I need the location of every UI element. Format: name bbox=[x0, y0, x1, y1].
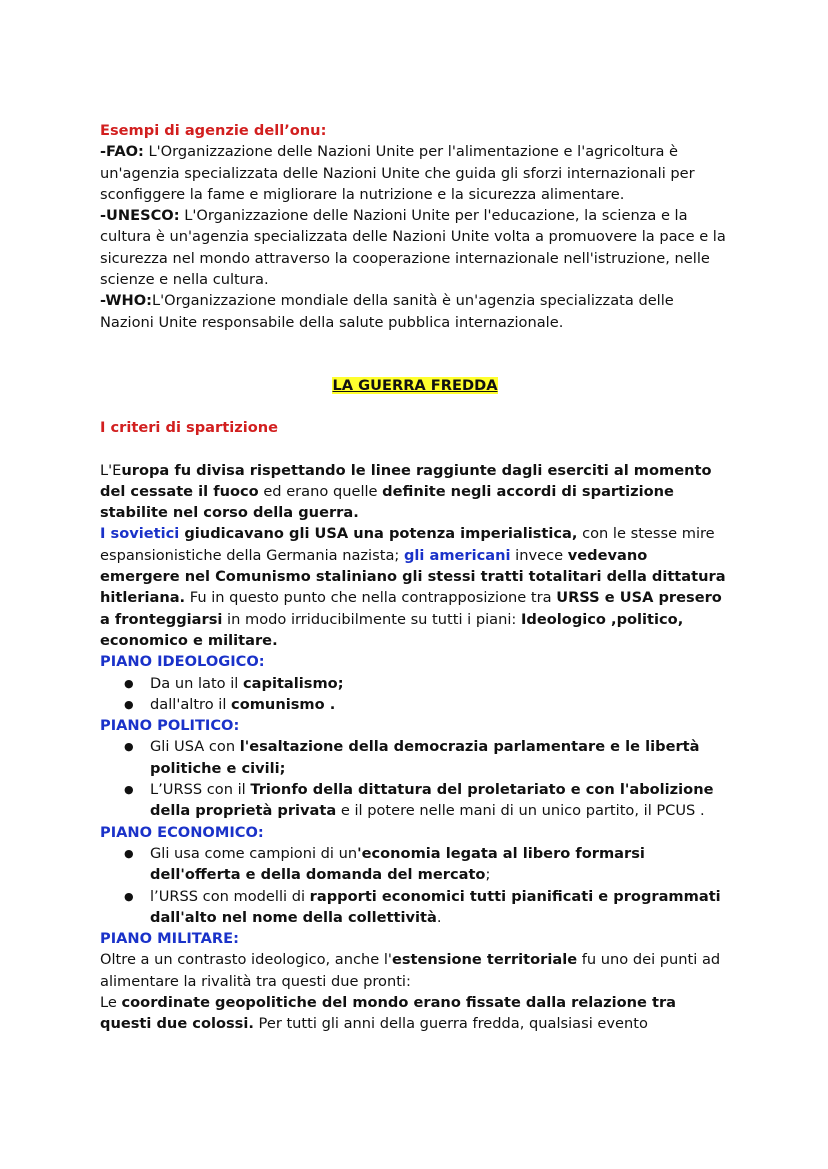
list-item: ● l’URSS con modelli di rapporti economici tutti pianificati e programmati dall'alto nel nome della collettività. bbox=[150, 886, 730, 929]
ideologico-heading: PIANO IDEOLOGICO: bbox=[100, 653, 265, 671]
criteri-paragraph-1: L'Europa fu divisa rispettando le linee raggiunte dagli eserciti al momento del cessate il fuoco ed erano quelle definite negli accordi di spartizione stabilite nel corso della guerra. bbox=[100, 461, 712, 522]
criteri-paragraph-2: I sovietici giudicavano gli USA una potenza imperialistica, con le stesse mire espansionistiche della Germania nazista; gli americani invece vedevano emergere nel Comunismo staliniano gli stessi tratti totalitari della dittatura hitleriana. Fu in questo punto che nella contrapposizione tra URSS e USA presero a fronteggiarsi in modo irriducibilmente su tutti i piani: Ideologico ,politico, economico e militare. bbox=[100, 525, 726, 649]
unesco-paragraph: -UNESCO: L'Organizzazione delle Nazioni Unite per l'educazione, la scienza e la cultura è un'agenzia specializzata delle Nazioni Unite volta a promuovere la pace e la sicurezza nel mondo attraverso la cooperazione internazionale nell'istruzione, nelle scienze e nella cultura. bbox=[100, 207, 726, 289]
who-paragraph: -WHO:L'Organizzazione mondiale della sanità è un'agenzia specializzata delle Nazioni Unite responsabile della salute pubblica internazionale. bbox=[100, 292, 674, 331]
criteri-heading: I criteri di spartizione bbox=[100, 419, 279, 437]
list-item: ● Gli usa come campioni di un'economia legata al libero formarsi dell'offerta e della domanda del mercato; bbox=[150, 843, 730, 886]
economico-heading: PIANO ECONOMICO: bbox=[100, 823, 264, 841]
list-item: ● L’URSS con il Trionfo della dittatura del proletariato e con l'abolizione della proprietà privata e il potere nelle mani di un unico partito, il PCUS . bbox=[150, 779, 730, 822]
economico-list bbox=[100, 843, 730, 928]
onu-heading: Esempi di agenzie dell’onu: bbox=[100, 122, 327, 139]
politico-heading: PIANO POLITICO: bbox=[100, 717, 240, 735]
fao-paragraph: -FAO: L'Organizzazione delle Nazioni Unite per l'alimentazione e l'agricoltura è un'agenzia specializzata delle Nazioni Unite che guida gli sforzi internazionali per sconfiggere la fame e migliorare la nutrizione e la sicurezza alimentare. bbox=[100, 143, 695, 203]
list-item: ● Da un lato il capitalismo; bbox=[150, 673, 730, 694]
document-page bbox=[100, 120, 730, 1035]
list-item: ● dall'altro il comunismo . bbox=[150, 694, 730, 715]
politico-list bbox=[100, 736, 730, 821]
ideologico-list bbox=[100, 673, 730, 716]
list-item: ● Gli USA con l'esaltazione della democrazia parlamentare e le libertà politiche e civili; bbox=[150, 736, 730, 779]
page-title: LA GUERRA FREDDA bbox=[332, 376, 498, 394]
militare-heading: PIANO MILITARE: bbox=[100, 930, 239, 948]
militare-paragraph-1: Oltre a un contrasto ideologico, anche l'estensione territoriale fu uno dei punti ad alimentare la rivalità tra questi due pronti: bbox=[100, 951, 721, 990]
militare-paragraph-2: Le coordinate geopolitiche del mondo erano fissate dalla relazione tra questi due colossi. Per tutti gli anni della guerra fredda, qualsiasi evento bbox=[100, 993, 677, 1033]
